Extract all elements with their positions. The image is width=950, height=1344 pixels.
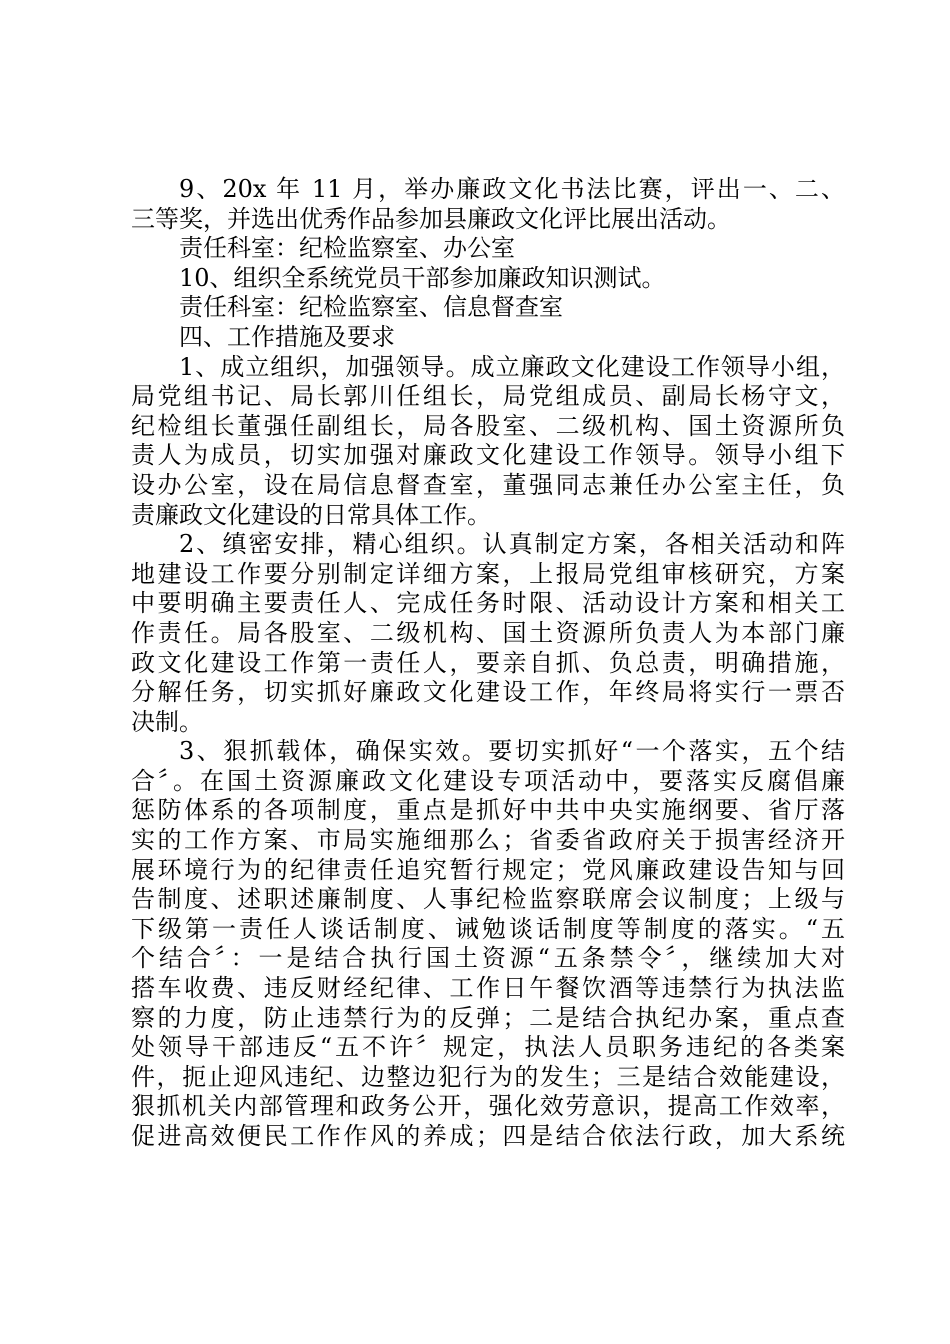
text-line: 促进高效便民工作作风的养成；四是结合依法行政，加大系统 (131, 1122, 845, 1150)
text-line: 决制。 (131, 707, 203, 736)
text-line: 搭车收费、违反财经纪律、工作日午餐饮酒等违禁行为执法监 (131, 974, 845, 1003)
text-line: 分解任务，切实抓好廉政文化建设工作，年终局将实行一票否 (131, 678, 845, 707)
text-line: 狠抓机关内部管理和政务公开，强化效劳意识，提高工作效率， (131, 1092, 845, 1121)
document-body (131, 175, 845, 1152)
text-line: 纪检组长董强任副组长，局各股室、二级机构、国土资源所负 (131, 411, 845, 440)
text-line: 合〞。在国土资源廉政文化建设专项活动中，要落实反腐倡廉 (131, 766, 845, 795)
text-line: 个结合〞：一是结合执行国土资源“五条禁令〞，继续加大对 (131, 944, 845, 973)
text-line: 中要明确主要责任人、完成任务时限、活动设计方案和相关工 (131, 589, 845, 618)
text-line: 10、组织全系统党员干部参加廉政知识测试。 (179, 263, 666, 292)
text-line: 三等奖，并选出优秀作品参加县廉政文化评比展出活动。 (131, 204, 731, 233)
text-line: 设办公室，设在局信息督查室，董强同志兼任办公室主任，负 (131, 470, 845, 499)
text-line: 责人为成员，切实加强对廉政文化建设工作领导。领导小组下 (131, 441, 845, 470)
text-line: 政文化建设工作第一责任人，要亲自抓、负总责，明确措施， (131, 648, 845, 677)
text-line: 9、20x 年 11 月，举办廉政文化书法比赛，评出一、二、 (179, 175, 845, 203)
text-line: 地建设工作要分别制定详细方案，上报局党组审核研究，方案 (131, 559, 845, 588)
text-line: 展环境行为的纪律责任追究暂行规定；党风廉政建设告知与回 (131, 855, 845, 884)
text-line: 四、工作措施及要求 (179, 322, 395, 351)
text-line: 1、成立组织，加强领导。成立廉政文化建设工作领导小组， (179, 352, 845, 381)
text-line: 3、狠抓载体，确保实效。要切实抓好“一个落实，五个结 (179, 737, 845, 766)
text-line: 作责任。局各股室、二级机构、国土资源所负责人为本部门廉 (131, 618, 845, 647)
text-line: 告制度、述职述廉制度、人事纪检监察联席会议制度；上级与 (131, 885, 845, 914)
text-line: 局党组书记、局长郭川任组长，局党组成员、副局长杨守文， (131, 382, 845, 411)
text-line: 实的工作方案、市局实施细那么；省委省政府关于损害经济开 (131, 826, 845, 855)
text-line: 处领导干部违反“五不许〞规定，执法人员职务违纪的各类案 (131, 1033, 845, 1062)
text-line: 责任科室：纪检监察室、办公室 (179, 234, 515, 263)
text-line: 责廉政文化建设的日常具体工作。 (131, 500, 491, 529)
text-line: 2、缜密安排，精心组织。认真制定方案，各相关活动和阵 (179, 530, 845, 559)
text-line: 察的力度，防止违禁行为的反弹；二是结合执纪办案，重点查 (131, 1003, 845, 1032)
text-line: 责任科室：纪检监察室、信息督查室 (179, 293, 563, 322)
text-line: 件，扼止迎风违纪、边整边犯行为的发生；三是结合效能建设， (131, 1062, 845, 1091)
text-line: 惩防体系的各项制度，重点是抓好中共中央实施纲要、省厅落 (131, 796, 845, 825)
text-line: 下级第一责任人谈话制度、诫勉谈话制度等制度的落实。“五 (131, 914, 845, 943)
